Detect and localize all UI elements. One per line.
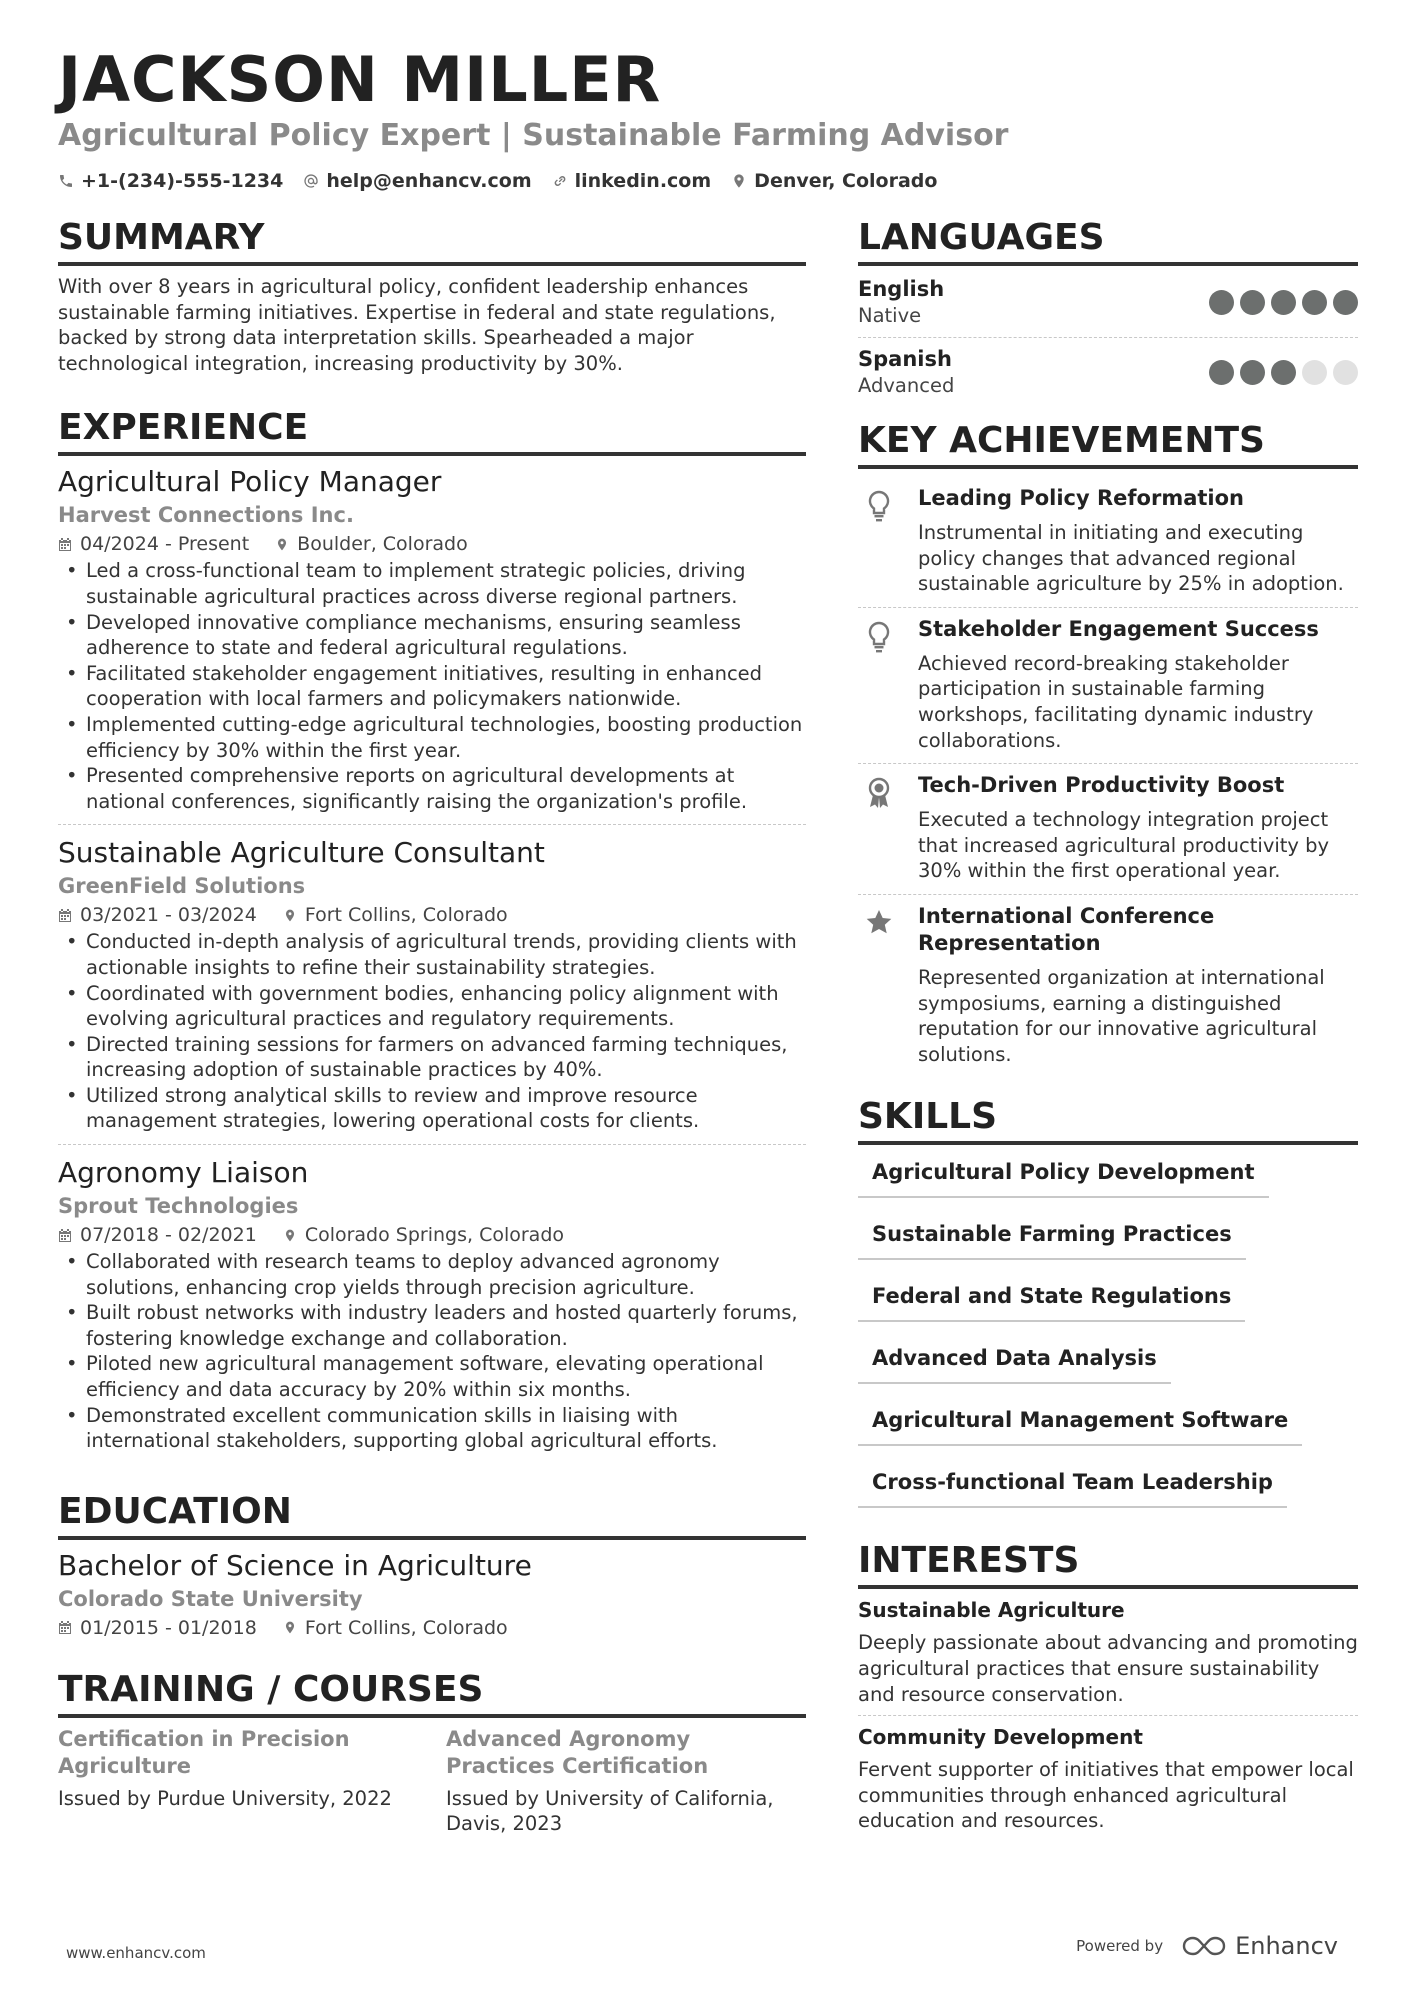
training-desc: Issued by Purdue University, 2022: [58, 1786, 392, 1810]
training-name: Certification in Precision Agriculture: [58, 1726, 350, 1778]
calendar-icon: [58, 1620, 72, 1635]
summary-heading: SUMMARY: [58, 216, 806, 266]
location-icon: [283, 1620, 297, 1635]
footer-website[interactable]: www.enhancv.com: [66, 1944, 206, 1962]
job-bullet: • Directed training sessions for farmers on advanced farming techniques, increasing adoption of sustainable practices by 40%.: [58, 1032, 806, 1083]
job-bullet: • Implemented cutting-edge agricultural technologies, boosting production efficiency by 30% within the first year.: [58, 712, 806, 763]
achievement-item: [858, 608, 1358, 764]
rating-dot-filled: [1240, 360, 1265, 385]
contact-linkedin-text: linkedin.com: [574, 170, 712, 192]
education-meta: [58, 1614, 806, 1642]
job-company: Sprout Technologies: [58, 1194, 299, 1219]
training-desc: Issued by University of California, Davis, 2023: [446, 1786, 774, 1836]
rating-dot-filled: [1209, 360, 1234, 385]
training-name: Advanced Agronomy Practices Certification: [446, 1726, 709, 1778]
at-icon: [303, 173, 319, 189]
education-dates-text: 01/2015 - 01/2018: [80, 1616, 257, 1639]
job-role: Agricultural Policy Manager: [58, 465, 442, 499]
rating-dot-filled: [1333, 290, 1358, 315]
education-dates: [58, 1614, 257, 1642]
job-location: [275, 530, 468, 558]
achievements-heading: KEY ACHIEVEMENTS: [858, 419, 1358, 469]
achievement-title: Stakeholder Engagement Success: [918, 616, 1319, 641]
rating-dot-filled: [1302, 290, 1327, 315]
contact-location-text: Denver, Colorado: [754, 170, 938, 192]
link-icon: [552, 173, 568, 189]
contact-phone-text: +1-(234)-555-1234: [81, 170, 284, 192]
job-bullet: • Collaborated with research teams to deploy advanced agronomy solutions, enhancing crop yields through precision agriculture.: [58, 1249, 806, 1300]
language-name: Spanish: [858, 347, 952, 371]
job-bullet: • Presented comprehensive reports on agricultural developments at national conferences, significantly raising the organization's profile.: [58, 763, 806, 814]
job-bullet: • Demonstrated excellent communication skills in liaising with international stakeholders, supporting global agricultural efforts.: [58, 1403, 806, 1454]
skills-section: [858, 1095, 1358, 1525]
job-dates: [58, 530, 249, 558]
brand-name: Enhancv: [1235, 1932, 1338, 1960]
job-bullet: • Facilitated stakeholder engagement initiatives, resulting in enhanced cooperation with local farmers and policymakers nationwide.: [58, 661, 806, 712]
job-meta: [58, 901, 806, 929]
language-rating: [1209, 290, 1358, 315]
job-bullet: • Coordinated with government bodies, enhancing policy alignment with evolving agricultural practices and regulatory requirements.: [58, 981, 806, 1032]
skill-tag: Federal and State Regulations: [858, 1277, 1245, 1322]
interest-item: [858, 1597, 1358, 1716]
job-bullet: • Conducted in-depth analysis of agricultural trends, providing clients with actionable insights to refine their sustainability strategies.: [58, 929, 806, 980]
training-item: [446, 1726, 806, 1837]
rating-dot-filled: [1271, 360, 1296, 385]
phone-icon: [58, 173, 74, 189]
candidate-name: JACKSON MILLER: [58, 43, 662, 116]
job-dates-text: 03/2021 - 03/2024: [80, 904, 257, 927]
contact-email[interactable]: [303, 168, 531, 194]
contact-linkedin[interactable]: [552, 168, 712, 194]
interest-title: Sustainable Agriculture: [858, 1598, 1125, 1623]
experience-section: [58, 406, 806, 1463]
powered-by-text: Powered by: [1076, 1937, 1164, 1955]
right-column: [858, 216, 1358, 1850]
education-section: [58, 1490, 806, 1642]
training-item: [58, 1726, 418, 1837]
education-degree: Bachelor of Science in Agriculture: [58, 1548, 532, 1582]
language-level: Native: [858, 304, 922, 327]
calendar-icon: [58, 908, 72, 923]
job-meta: [58, 1221, 806, 1249]
achievements-section: [858, 419, 1358, 1077]
interests-section: [858, 1539, 1358, 1842]
job-location-text: Colorado Springs, Colorado: [304, 1224, 565, 1247]
job-company: Harvest Connections Inc.: [58, 503, 354, 528]
education-location-text: Fort Collins, Colorado: [304, 1616, 508, 1639]
languages-section: [858, 216, 1358, 407]
rating-dot-filled: [1271, 290, 1296, 315]
contact-location: [731, 168, 937, 194]
education-school: Colorado State University: [58, 1586, 363, 1611]
award-ribbon-icon: [864, 776, 894, 810]
job-dates-text: 07/2018 - 02/2021: [80, 1224, 257, 1247]
job-bullets: [58, 558, 806, 814]
training-heading: TRAINING / COURSES: [58, 1668, 806, 1718]
calendar-icon: [58, 537, 72, 552]
achievement-title: Tech-Driven Productivity Boost: [918, 773, 1285, 798]
skills-heading: SKILLS: [858, 1095, 1358, 1145]
contact-bar: [58, 168, 937, 194]
job-role: Sustainable Agriculture Consultant: [58, 836, 545, 870]
enhancv-logo-icon: [1181, 1934, 1227, 1958]
contact-email-text: help@enhancv.com: [326, 170, 532, 192]
achievement-desc: Instrumental in initiating and executing policy changes that advanced regional sustainable agriculture by 25% in adoption.: [918, 521, 1344, 596]
lightbulb-icon: [864, 620, 894, 654]
language-item: [858, 274, 1358, 338]
skill-tag: Agricultural Management Software: [858, 1401, 1302, 1446]
language-level: Advanced: [858, 374, 955, 397]
achievement-title: Leading Policy Reformation: [918, 486, 1244, 510]
summary-text: With over 8 years in agricultural policy, confident leadership enhances sustainable farming initiatives. Expertise in federal and state regulations, backed by strong data interpretation skills. Spearheaded a major technological integration, increasing productivity by 30%.: [58, 275, 776, 375]
job-meta: [58, 530, 806, 558]
skill-tag: Sustainable Farming Practices: [858, 1215, 1246, 1260]
job-bullet: • Utilized strong analytical skills to review and improve resource management strategies, lowering operational costs for clients.: [58, 1083, 806, 1134]
achievement-title: International Conference Representation: [918, 903, 1215, 955]
location-icon: [731, 173, 747, 189]
footer-branding: [1076, 1932, 1338, 1960]
job-bullets: [58, 929, 806, 1134]
language-name: English: [858, 277, 945, 301]
language-item: [858, 344, 1358, 407]
brand-logo[interactable]: [1181, 1932, 1338, 1960]
interest-desc: Deeply passionate about advancing and promoting agricultural practices that ensure sustainability and resource conservation.: [858, 1631, 1358, 1706]
achievement-item: [858, 764, 1358, 895]
job-bullets: [58, 1249, 806, 1454]
languages-heading: LANGUAGES: [858, 216, 1358, 266]
candidate-title: Agricultural Policy Expert | Sustainable Farming Advisor: [58, 118, 1009, 153]
experience-heading: EXPERIENCE: [58, 406, 806, 456]
job-bullet: • Developed innovative compliance mechanisms, ensuring seamless adherence to state and federal agricultural regulations.: [58, 610, 806, 661]
job-bullet: • Led a cross-functional team to implement strategic policies, driving sustainable agricultural practices across diverse regional partners.: [58, 558, 806, 609]
job-dates-text: 04/2024 - Present: [80, 533, 250, 556]
location-icon: [275, 537, 289, 552]
contact-phone[interactable]: [58, 168, 283, 194]
achievement-desc: Achieved record-breaking stakeholder participation in sustainable farming workshops, facilitating dynamic industry collaborations.: [918, 651, 1314, 752]
rating-dot-empty: [1333, 360, 1358, 385]
achievement-desc: Executed a technology integration project that increased agricultural productivity by 30% within the first operational year.: [918, 808, 1330, 883]
summary-section: [58, 216, 806, 376]
job-location-text: Boulder, Colorado: [297, 533, 468, 556]
interest-title: Community Development: [858, 1725, 1143, 1750]
skill-tag: Agricultural Policy Development: [858, 1153, 1269, 1198]
rating-dot-filled: [1240, 290, 1265, 315]
location-icon: [283, 1228, 297, 1243]
job-location: [283, 1221, 564, 1249]
lightbulb-icon: [864, 489, 894, 523]
education-location: [283, 1614, 508, 1642]
rating-dot-filled: [1209, 290, 1234, 315]
skills-list: [858, 1153, 1358, 1525]
job-bullet: • Piloted new agricultural management software, elevating operational efficiency and data accuracy by 20% within six months.: [58, 1351, 806, 1402]
job-bullet: • Built robust networks with industry leaders and hosted quarterly forums, fostering knowledge exchange and collaboration.: [58, 1300, 806, 1351]
education-heading: EDUCATION: [58, 1490, 806, 1540]
achievement-item: [858, 895, 1358, 1077]
job-entry: [58, 835, 806, 1145]
left-column: [58, 216, 806, 1837]
job-company: GreenField Solutions: [58, 874, 306, 899]
training-section: [58, 1668, 806, 1837]
job-entry: [58, 1155, 806, 1464]
achievement-item: [858, 477, 1358, 608]
achievement-desc: Represented organization at international symposiums, earning a distinguished reputation for our innovative agricultural solutions.: [918, 965, 1325, 1066]
interest-item: [858, 1724, 1358, 1842]
job-role: Agronomy Liaison: [58, 1156, 309, 1190]
interest-desc: Fervent supporter of initiatives that empower local communities through enhanced agricultural education and resources.: [858, 1758, 1354, 1833]
skill-tag: Advanced Data Analysis: [858, 1339, 1171, 1384]
job-dates: [58, 1221, 257, 1249]
interests-heading: INTERESTS: [858, 1539, 1358, 1589]
job-location: [283, 901, 508, 929]
skill-tag: Cross-functional Team Leadership: [858, 1463, 1287, 1508]
star-icon: [864, 907, 894, 941]
rating-dot-empty: [1302, 360, 1327, 385]
location-icon: [283, 908, 297, 923]
job-dates: [58, 901, 257, 929]
job-entry: [58, 464, 806, 825]
language-rating: [1209, 360, 1358, 385]
training-list: [58, 1726, 806, 1837]
calendar-icon: [58, 1228, 72, 1243]
job-location-text: Fort Collins, Colorado: [304, 904, 508, 927]
